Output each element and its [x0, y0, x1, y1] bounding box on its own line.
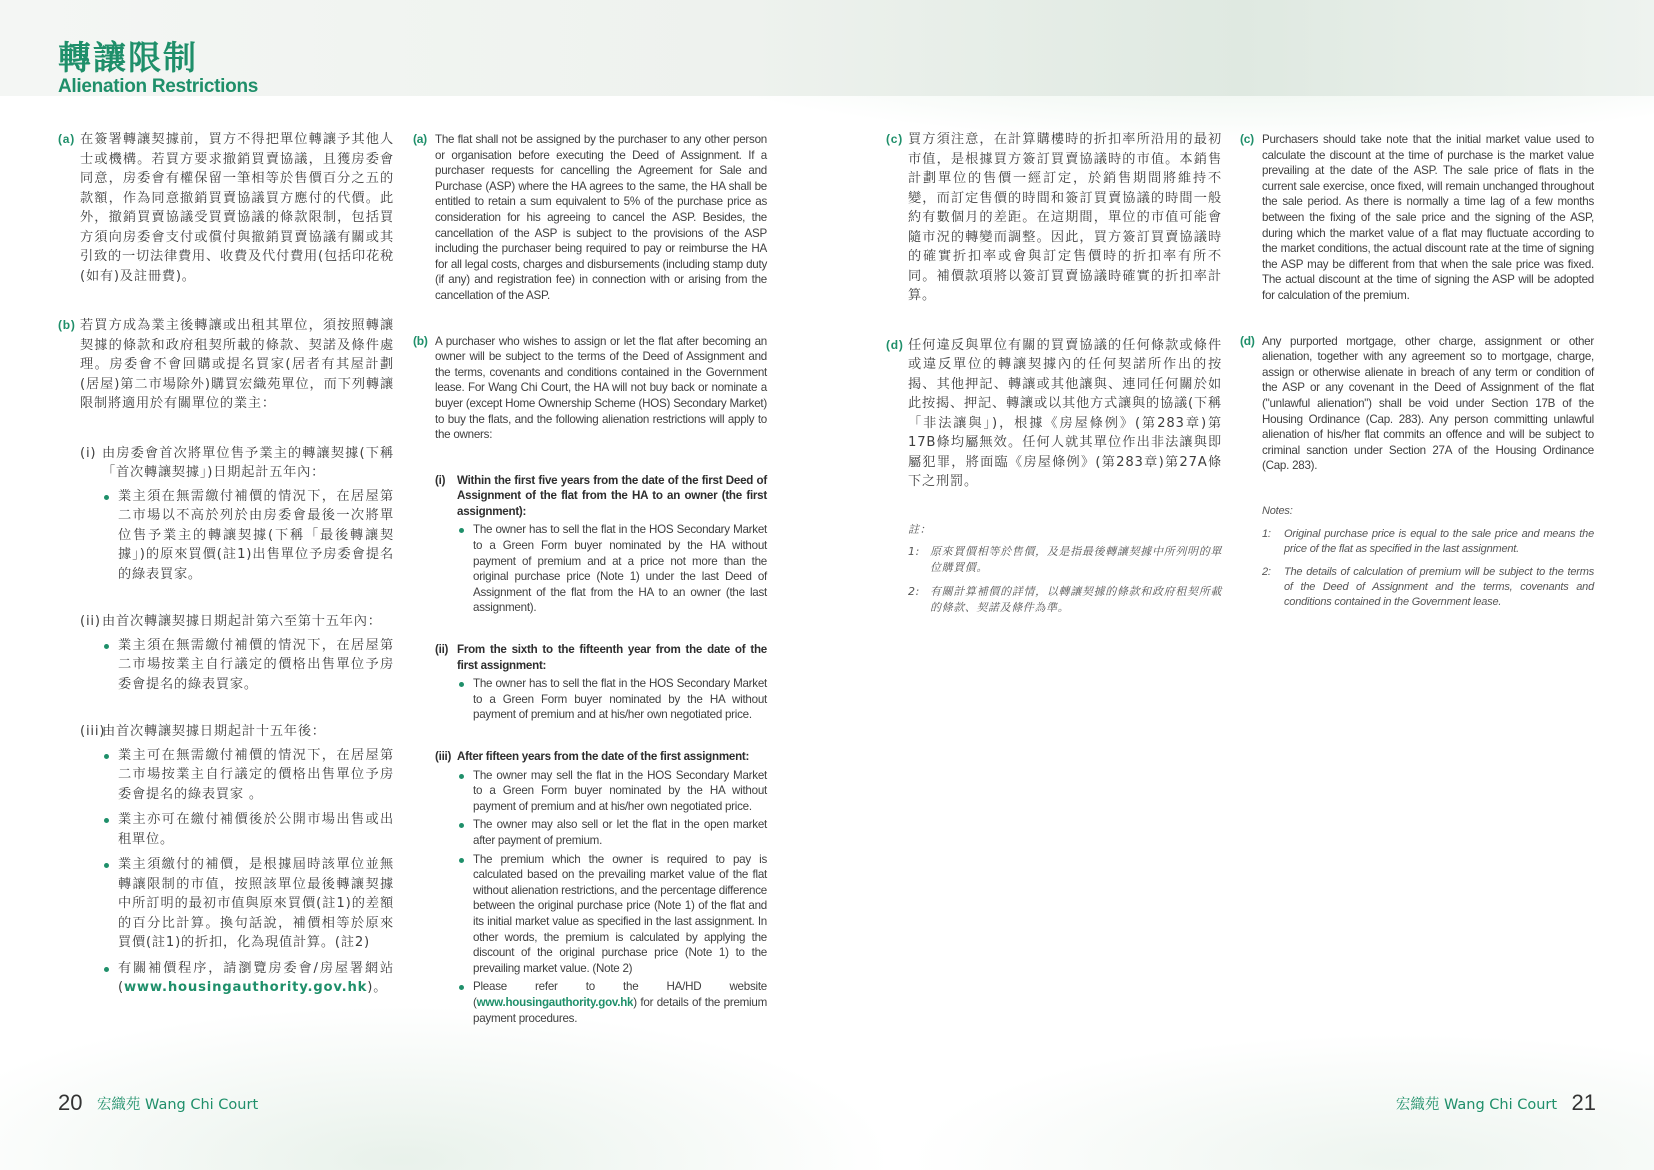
clause-c-zh [886, 130, 1222, 306]
subclause-heading: 由房委會首次將單位售予業主的轉讓契據(下稱「首次轉讓契據」)日期起計五年內： [102, 445, 394, 480]
subclause-ii-zh [80, 612, 394, 694]
bullet-item [102, 959, 394, 998]
bullet-item: 業主須在無需繳付補價的情況下，在居屋第二市場按業主自行議定的價格出售單位予房委會提名的綠表買家。 [102, 636, 394, 695]
clause-c-en [1240, 132, 1594, 304]
clause-text: 若買方成為業主後轉讓或出租其單位，須按照轉讓契據的條款和政府租契所載的條款、契諾及條件處理。房委會不會回購或提名買家(居者有其屋計劃(居屋)第二市場除外)購買宏織苑單位，而下列轉讓限制將適用於有關單位的業主： [80, 318, 394, 411]
clause-d-en [1240, 334, 1594, 474]
subclause-label: (i) [435, 473, 446, 487]
clause-label: (d) [1240, 333, 1255, 348]
bullet-text: Please refer to the HA/HD website ( [473, 980, 767, 1009]
note-item [1262, 527, 1594, 557]
clause-text: 在簽署轉讓契據前，買方不得把單位轉讓予其他人士或機構。若買方要求撤銷買賣協議，且獲房委會同意，房委會有權保留一筆相等於售價百分之五的款額，作為同意撤銷買賣協議買方應付的代價。此外，撤銷買賣協議受買賣協議的條款限制，包括買方須向房委會支付或償付與撤銷買賣協議有關或其引致的一切法律費用、收費及代付費用(包括印花稅(如有)及註冊費)。 [80, 132, 394, 284]
note-text: Original purchase price is equal to the sale price and means the price of the flat as specified in the last assignment. [1284, 527, 1594, 555]
bullet-item: 業主須繳付的補價，是根據屆時該單位並無轉讓限制的市值，按照該單位最後轉讓契據中所訂明的最初市值與原來買價(註1)的差額的百分比計算。換句話說，補價相等於原來買價(註1)的折扣，化為現值計算。(註2) [102, 855, 394, 953]
subclause-heading: 由首次轉讓契據日期起計十五年後： [102, 724, 326, 739]
page-number: 21 [1571, 1090, 1596, 1115]
subclause-ii-en [435, 642, 767, 723]
subclause-i-en [435, 473, 767, 616]
footer-left [58, 1090, 258, 1116]
note-text: The details of calculation of premium will be subject to the terms of the Deed of Assignment and the terms, covenants and conditions contained in the Government lease. [1284, 565, 1594, 608]
subclause-heading: 由首次轉讓契據日期起計第六至第十五年內： [102, 614, 382, 629]
bullet-item: The owner may also sell or let the flat in the open market after payment of premium. [457, 817, 767, 848]
clause-text: Any purported mortgage, other charge, assignment or other alienation, together with any agreement so to mortgage, charge, assign or otherwise alienate in breach of any term or condition of the ASP or any covenant in the Deed of Assignment of the flat ("unlawful alienation") shall be void under Section 17B of the Housing Ordinance (Cap. 283). Any person committing unlawful alienation of his/her flat commits an offence and will be subject to criminal sanction under Section 27A of the Housing Ordinance (Cap. 283). [1262, 334, 1594, 473]
bullet-item: 業主須在無需繳付補價的情況下，在居屋第二市場以不高於列於由房委會最後一次將單位售予業主的轉讓契據(下稱「最後轉讓契據」)的原來買價(註1)出售單位予房委會提名的綠表買家。 [102, 487, 394, 585]
bullet-text: )。 [367, 980, 388, 995]
clause-label: (b) [58, 318, 76, 332]
bullet-item: 業主可在無需繳付補價的情況下，在居屋第二市場按業主自行議定的價格出售單位予房委會提名的綠表買家 。 [102, 746, 394, 805]
column-en-right [1240, 132, 1594, 618]
clause-label: (c) [886, 132, 904, 146]
clause-b-en [413, 334, 767, 443]
bullet-item: The owner has to sell the flat in the HOS Secondary Market to a Green Form buyer nominated by the HA without payment of premium and at his/her own negotiated price. [457, 676, 767, 723]
bullet-item: The owner has to sell the flat in the HOS Secondary Market to a Green Form buyer nominated by the HA without payment of premium and at a price not more than the original purchase price (Note 1) under the last Deed of Assignment of the flat from the HA to an owner (the last assignment). [457, 522, 767, 616]
subclause-label: (ii) [80, 614, 101, 629]
clause-label: (b) [413, 333, 428, 348]
subclause-heading: Within the first five years from the date of the first Deed of Assignment of the flat from the HA to an owner (the first assignment): [457, 473, 767, 518]
clause-a-zh [58, 130, 394, 286]
notes-en [1240, 504, 1594, 610]
bullet-text: ) for details of the premium payment procedures. [473, 995, 767, 1025]
bullet-item: The owner may sell the flat in the HOS Secondary Market to a Green Form buyer nominated by the HA without payment of premium and at his/her own negotiated price. [457, 768, 767, 815]
note-number: 1: [908, 544, 920, 558]
notes-title: Notes: [1262, 504, 1293, 517]
clause-text: Purchasers should take note that the initial market value used to calculate the discount at the time of purchase is the market value prevailing at the date of the ASP. The sale price of flats in the current sale exercise, once fixed, will remain unchanged throughout the sale period. As there is normally a time lag of a few months between the fixing of the sale price and the signing of the ASP, during which the market value of a flat may fluctuate according to the market conditions, the actual discount rate at the time of signing the ASP may be different from that when the sale price was fixed. The actual discount at the time of signing the ASP will be adopted for calculation of the premium. [1262, 133, 1594, 302]
website-link[interactable]: www.housingauthority.gov.hk [476, 995, 634, 1009]
bullet-item: 業主亦可在繳付補價後於公開市場出售或出租單位。 [102, 810, 394, 849]
notes-zh [886, 522, 1222, 616]
bullet-text: 有關補價程序，請瀏覽房委會/房屋署網站( [118, 960, 394, 995]
column-en-left [413, 132, 767, 1026]
subclause-label: (iii) [435, 750, 452, 763]
clause-text: 任何違反與單位有關的買賣協議的任何條款或條件或違反單位的轉讓契據內的任何契諾所作出的按揭、其他押記、轉讓或其他讓與、連同任何關於如此按揭、押記、轉讓或以其他方式讓與的協議(下稱「非法讓與」)，根據《房屋條例》(第283章)第17B條均屬無效。任何人就其單位作出非法讓與即屬犯罪，將面臨《房屋條例》(第283章)第27A條下之刑罰。 [908, 337, 1222, 489]
note-number: 2: [908, 584, 920, 598]
bullet-item [457, 979, 767, 1026]
clause-text: 買方須注意，在計算購樓時的折扣率所沿用的最初市值，是根據買方簽訂買賣協議時的市值。本銷售計劃單位的售價一經訂定，於銷售期間將維持不變，而訂定售價的時間和簽訂買賣協議的時間一般約有數個月的差距。在這期間，單位的市值可能會隨市況的轉變而調整。因此，買方簽訂買賣協議時的確實折扣率或會與訂定售價時的折扣率有所不同。補價款項將以簽訂買賣協議時確實的折扣率計算。 [908, 132, 1222, 303]
note-item [1262, 565, 1594, 610]
subclause-iii-en [435, 749, 767, 1026]
subclause-iii-zh [80, 722, 394, 998]
clause-label: (c) [1240, 132, 1254, 146]
column-zh-left [58, 130, 394, 998]
footer-right [1396, 1090, 1596, 1116]
note-item [908, 544, 1222, 576]
website-link[interactable]: www.housingauthority.gov.hk [123, 980, 368, 995]
clause-d-zh [886, 336, 1222, 492]
clause-text: The flat shall not be assigned by the purchaser to any other person or organisation before executing the Deed of Assignment. If a purchaser requests for cancelling the Agreement for Sale and Purchase (ASP) where the HA agrees to the same, the HA shall be entitled to retain a sum equivalent to 5% of the purchase price as consideration for his agreeing to cancel the ASP. Besides, the cancellation of the ASP is subject to the provisions of the ASP including the purchaser being required to pay or reimburse the HA for all legal costs, charges and disbursements (including stamp duty (if any) and registration fee) in connection with or arising from the cancellation of the ASP. [435, 133, 767, 302]
footer-estate-name: 宏織苑 Wang Chi Court [96, 1096, 259, 1113]
subclause-heading: From the sixth to the fifteenth year from the date of the first assignment: [457, 643, 767, 672]
note-text: 有關計算補價的詳情，以轉讓契據的條款和政府租契所載的條款、契諾及條件為準。 [930, 584, 1222, 614]
subclause-label: (iii) [80, 724, 106, 739]
subclause-label: (i) [80, 445, 97, 461]
subclause-i-zh [80, 444, 394, 585]
note-text: 原來買價相等於售價，及是指最後轉讓契據中所列明的單位購買價。 [930, 544, 1222, 574]
page-title-zh: 轉讓限制 [58, 38, 198, 77]
subclause-heading: After fifteen years from the date of the first assignment: [457, 750, 750, 763]
note-number: 1: [1262, 527, 1271, 540]
footer-estate-name: 宏織苑 Wang Chi Court [1395, 1096, 1558, 1113]
subclause-label: (ii) [435, 643, 449, 657]
bullet-item: The premium which the owner is required to pay is calculated based on the prevailing market value of the flat without alienation restrictions, and the percentage difference between the original purchase price (Note 1) of the flat and its initial market value as specified in the last assignment. In other words, the premium is calculated by applying the discount of the original purchase price (Note 1) to the prevailing market value. (Note 2) [457, 852, 767, 977]
clause-a-en [413, 132, 767, 304]
clause-label: (a) [413, 132, 427, 146]
clause-b-zh [58, 316, 394, 414]
clause-text: A purchaser who wishes to assign or let the flat after becoming an owner will be subject to the terms of the Deed of Assignment and the terms, covenants and conditions contained in the Government lease. For Wang Chi Court, the HA will not buy back or nominate a buyer (except Home Ownership Scheme (HOS) Secondary Market) to buy the flats, and the following alienation restrictions will apply to the owners: [435, 334, 767, 442]
clause-label: (d) [886, 337, 904, 352]
note-number: 2: [1262, 565, 1271, 578]
note-item [908, 584, 1222, 616]
column-zh-right [886, 130, 1222, 624]
page-title-en: Alienation Restrictions [58, 76, 259, 97]
notes-title: 註： [908, 522, 932, 536]
clause-label: (a) [58, 132, 76, 146]
page-number: 20 [58, 1090, 83, 1115]
